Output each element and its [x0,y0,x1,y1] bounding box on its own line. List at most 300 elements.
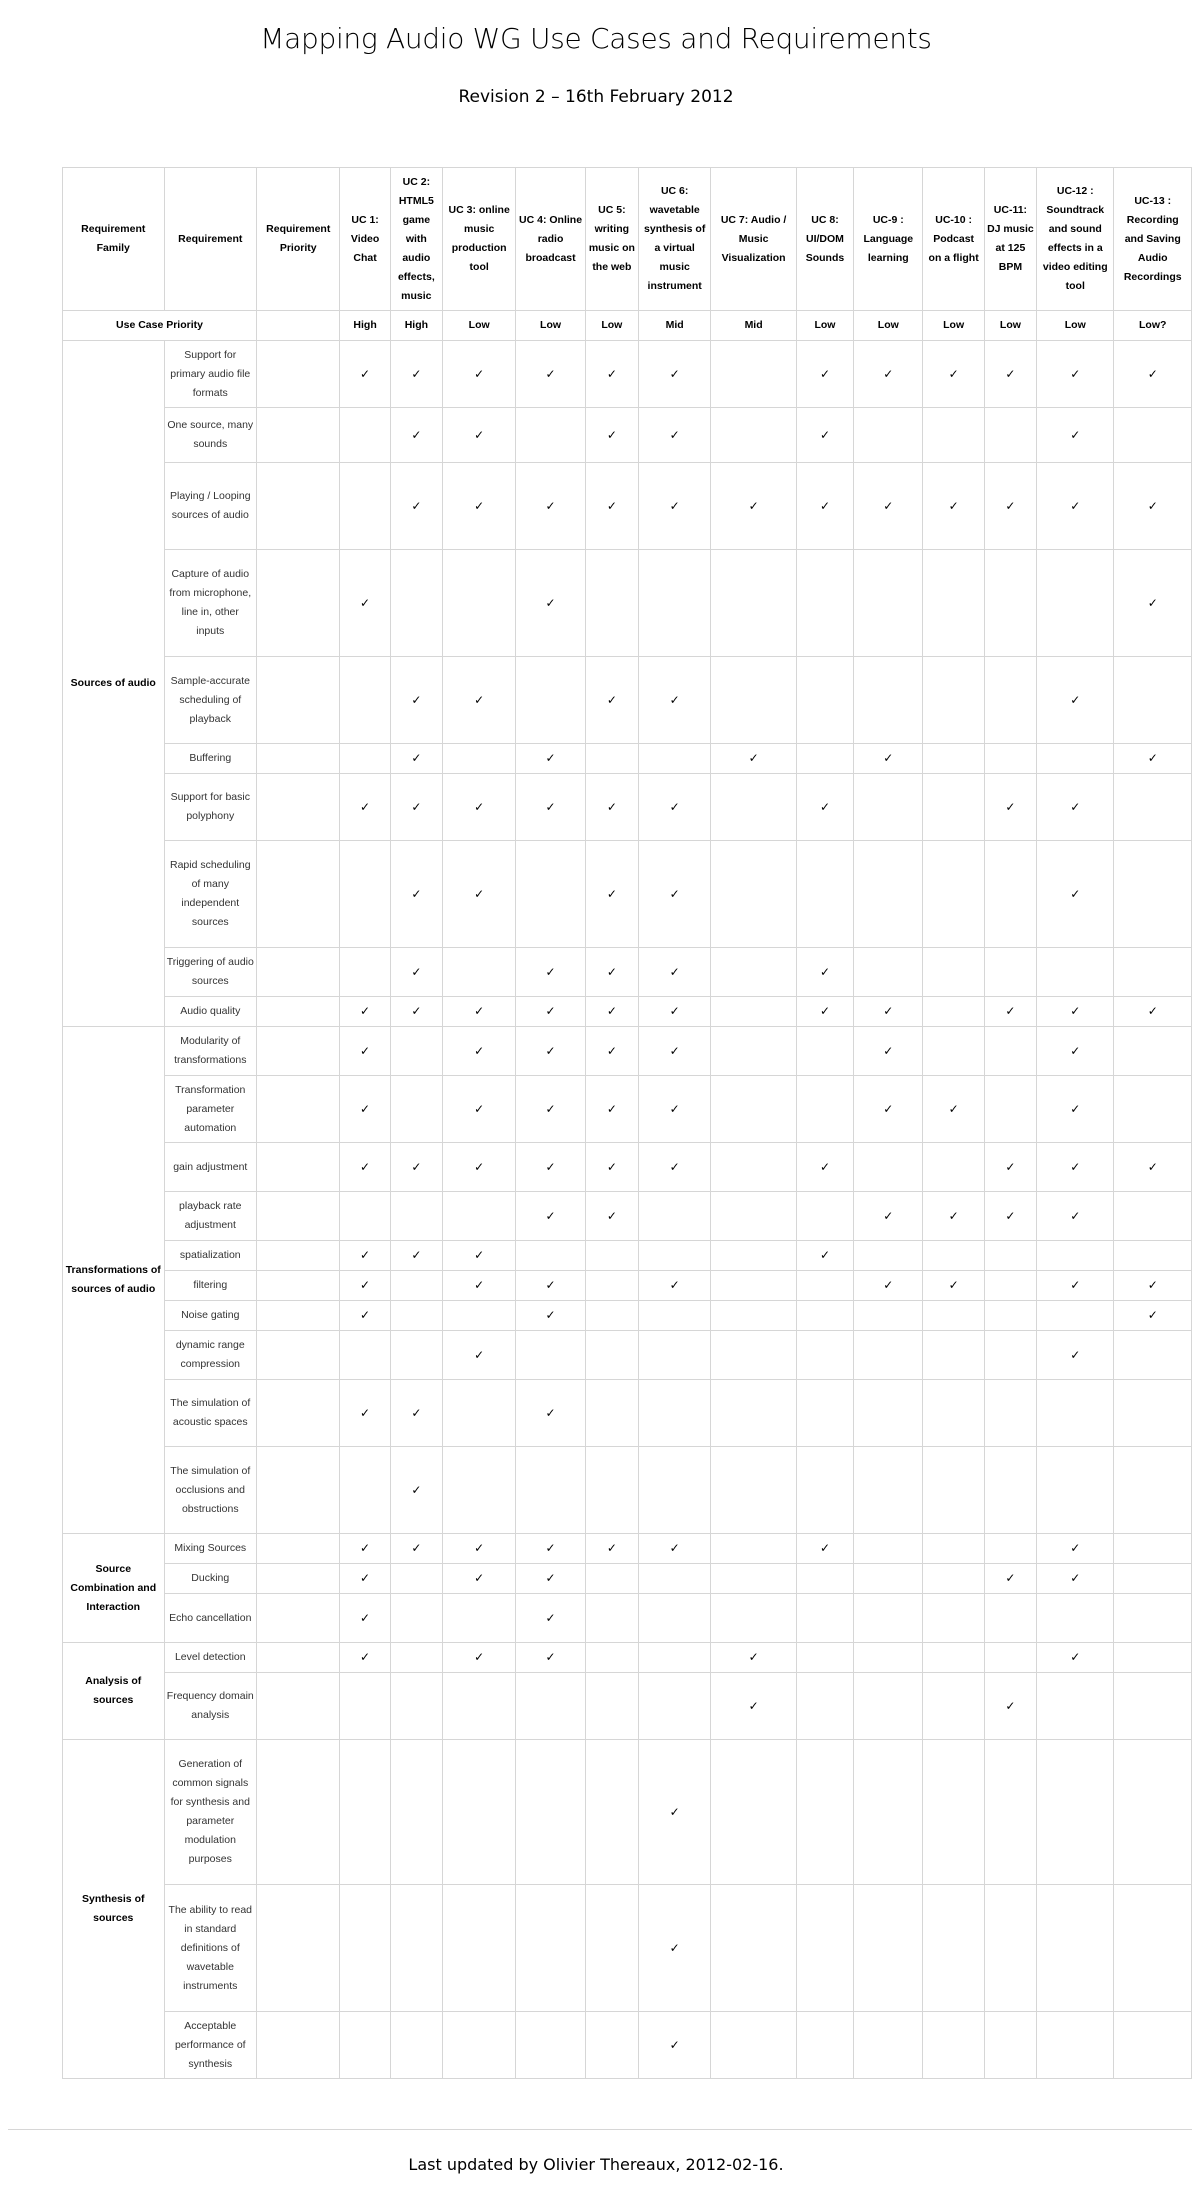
empty-cell [340,1331,390,1380]
requirement-priority-cell [257,341,340,408]
table-row [63,1076,1192,1143]
empty-cell [639,1594,711,1643]
checkmark-icon: ✓ [984,1673,1036,1740]
header-family: Requirement Family [63,168,165,311]
header-priority: Requirement Priority [257,168,340,311]
checkmark-icon: ✓ [516,1564,585,1594]
empty-cell [796,1380,853,1447]
checkmark-icon: ✓ [340,1027,390,1076]
requirement-priority-cell [257,1027,340,1076]
empty-cell [796,1740,853,1885]
empty-cell [257,311,340,341]
empty-cell [923,1027,984,1076]
table-row [63,1271,1192,1301]
checkmark-icon: ✓ [1114,550,1192,657]
empty-cell [639,1301,711,1331]
checkmark-icon: ✓ [854,1076,923,1143]
empty-cell [854,1241,923,1271]
empty-cell [390,1027,442,1076]
empty-cell [854,1143,923,1192]
empty-cell [1114,1673,1192,1740]
empty-cell [516,408,585,463]
requirement-name: Acceptable performance of synthesis [164,2012,256,2079]
checkmark-icon: ✓ [442,1534,515,1564]
empty-cell [585,1241,638,1271]
requirement-priority-cell [257,1534,340,1564]
empty-cell [923,1143,984,1192]
empty-cell [854,1740,923,1885]
empty-cell [390,1301,442,1331]
header-use-case: UC-9 : Language learning [854,168,923,311]
empty-cell [711,1076,796,1143]
use-case-priority: Mid [639,311,711,341]
table-row [63,1564,1192,1594]
checkmark-icon: ✓ [516,774,585,841]
empty-cell [711,1594,796,1643]
checkmark-icon: ✓ [340,1564,390,1594]
empty-cell [796,1331,853,1380]
empty-cell [585,1740,638,1885]
empty-cell [1037,1594,1114,1643]
requirement-name: Playing / Looping sources of audio [164,463,256,550]
checkmark-icon: ✓ [1037,841,1114,948]
checkmark-icon: ✓ [923,463,984,550]
empty-cell [390,1740,442,1885]
empty-cell [711,948,796,997]
checkmark-icon: ✓ [340,1594,390,1643]
checkmark-icon: ✓ [442,408,515,463]
empty-cell [854,1447,923,1534]
requirement-name: Frequency domain analysis [164,1673,256,1740]
empty-cell [984,550,1036,657]
checkmark-icon: ✓ [639,1740,711,1885]
checkmark-icon: ✓ [854,1192,923,1241]
checkmark-icon: ✓ [796,1534,853,1564]
empty-cell [711,1301,796,1331]
empty-cell [390,1076,442,1143]
requirement-priority-cell [257,1594,340,1643]
empty-cell [923,1740,984,1885]
page-title: Mapping Audio WG Use Cases and Requirements [260,22,932,55]
checkmark-icon: ✓ [516,1594,585,1643]
table-row [63,1594,1192,1643]
checkmark-icon: ✓ [854,744,923,774]
empty-cell [585,1380,638,1447]
empty-cell [711,1143,796,1192]
use-case-priority: Low [585,311,638,341]
checkmark-icon: ✓ [711,744,796,774]
checkmark-icon: ✓ [340,1643,390,1673]
empty-cell [711,657,796,744]
empty-cell [639,744,711,774]
checkmark-icon: ✓ [516,1271,585,1301]
empty-cell [984,1331,1036,1380]
requirement-priority-cell [257,997,340,1027]
checkmark-icon: ✓ [442,463,515,550]
requirement-name: The ability to read in standard definitions of wavetable instruments [164,1885,256,2012]
requirement-priority-cell [257,1673,340,1740]
requirement-name: spatialization [164,1241,256,1271]
checkmark-icon: ✓ [516,1380,585,1447]
checkmark-icon: ✓ [1114,997,1192,1027]
empty-cell [854,1380,923,1447]
header-use-case: UC-10 : Podcast on a flight [923,168,984,311]
empty-cell [854,657,923,744]
empty-cell [711,1331,796,1380]
empty-cell [639,550,711,657]
empty-cell [390,1673,442,1740]
table-row [63,997,1192,1027]
empty-cell [516,657,585,744]
empty-cell [984,744,1036,774]
checkmark-icon: ✓ [984,997,1036,1027]
requirement-name: dynamic range compression [164,1331,256,1380]
checkmark-icon: ✓ [639,1271,711,1301]
checkmark-icon: ✓ [1037,1143,1114,1192]
checkmark-icon: ✓ [984,1192,1036,1241]
requirement-priority-cell [257,1192,340,1241]
empty-cell [340,841,390,948]
empty-cell [1114,1241,1192,1271]
checkmark-icon: ✓ [442,1241,515,1271]
checkmark-icon: ✓ [516,1192,585,1241]
empty-cell [854,408,923,463]
checkmark-icon: ✓ [340,1271,390,1301]
use-case-priority: Low? [1114,311,1192,341]
empty-cell [923,1241,984,1271]
empty-cell [854,1594,923,1643]
empty-cell [984,948,1036,997]
empty-cell [516,1673,585,1740]
empty-cell [711,408,796,463]
checkmark-icon: ✓ [516,1076,585,1143]
empty-cell [1037,1885,1114,2012]
empty-cell [796,1885,853,2012]
empty-cell [442,1673,515,1740]
checkmark-icon: ✓ [585,463,638,550]
empty-cell [923,1447,984,1534]
checkmark-icon: ✓ [442,997,515,1027]
checkmark-icon: ✓ [516,1027,585,1076]
empty-cell [1114,1643,1192,1673]
header-use-case: UC 1: Video Chat [340,168,390,311]
use-case-priority: Low [1037,311,1114,341]
requirement-priority-cell [257,948,340,997]
empty-cell [585,744,638,774]
checkmark-icon: ✓ [923,1076,984,1143]
use-case-priority: Low [984,311,1036,341]
empty-cell [711,1534,796,1564]
empty-cell [984,1301,1036,1331]
empty-cell [796,657,853,744]
empty-cell [1114,1192,1192,1241]
empty-cell [1114,1564,1192,1594]
requirement-name: Generation of common signals for synthesis and parameter modulation purposes [164,1740,256,1885]
empty-cell [854,1673,923,1740]
use-case-priority: Low [854,311,923,341]
empty-cell [923,774,984,841]
requirement-family: Analysis of sources [63,1643,165,1740]
checkmark-icon: ✓ [516,1643,585,1673]
checkmark-icon: ✓ [442,1643,515,1673]
empty-cell [711,774,796,841]
requirement-priority-cell [257,550,340,657]
empty-cell [1114,1447,1192,1534]
empty-cell [1114,1331,1192,1380]
checkmark-icon: ✓ [1037,657,1114,744]
requirement-priority-cell [257,1271,340,1301]
checkmark-icon: ✓ [1114,1271,1192,1301]
table-row [63,657,1192,744]
empty-cell [585,1673,638,1740]
checkmark-icon: ✓ [1114,463,1192,550]
empty-cell [711,1740,796,1885]
empty-cell [854,1331,923,1380]
empty-cell [984,841,1036,948]
empty-cell [796,1643,853,1673]
header-use-case: UC 6: wavetable synthesis of a virtual music instrument [639,168,711,311]
empty-cell [854,1885,923,2012]
checkmark-icon: ✓ [639,1027,711,1076]
checkmark-icon: ✓ [1037,1534,1114,1564]
empty-cell [984,1380,1036,1447]
checkmark-icon: ✓ [390,408,442,463]
use-case-priority-row [63,311,1192,341]
checkmark-icon: ✓ [923,1271,984,1301]
header-use-case: UC 4: Online radio broadcast [516,168,585,311]
checkmark-icon: ✓ [1037,774,1114,841]
checkmark-icon: ✓ [516,550,585,657]
checkmark-icon: ✓ [442,774,515,841]
use-case-priority: Mid [711,311,796,341]
empty-cell [796,1027,853,1076]
checkmark-icon: ✓ [390,341,442,408]
empty-cell [984,1076,1036,1143]
empty-cell [390,1331,442,1380]
checkmark-icon: ✓ [585,841,638,948]
empty-cell [390,550,442,657]
checkmark-icon: ✓ [1037,1271,1114,1301]
table-row [63,1301,1192,1331]
empty-cell [923,1534,984,1564]
empty-cell [796,1301,853,1331]
requirement-name: Support for primary audio file formats [164,341,256,408]
table-row [63,1143,1192,1192]
empty-cell [442,744,515,774]
empty-cell [984,1027,1036,1076]
requirement-priority-cell [257,1885,340,2012]
checkmark-icon: ✓ [639,408,711,463]
empty-cell [1114,1076,1192,1143]
table-row [63,1192,1192,1241]
empty-cell [1114,1740,1192,1885]
empty-cell [1037,1380,1114,1447]
checkmark-icon: ✓ [585,1027,638,1076]
checkmark-icon: ✓ [340,1241,390,1271]
empty-cell [516,1740,585,1885]
checkmark-icon: ✓ [1037,1027,1114,1076]
requirement-priority-cell [257,2012,340,2079]
empty-cell [442,1301,515,1331]
checkmark-icon: ✓ [984,463,1036,550]
header-requirement: Requirement [164,168,256,311]
requirement-name: Echo cancellation [164,1594,256,1643]
table-row [63,1643,1192,1673]
empty-cell [711,1380,796,1447]
checkmark-icon: ✓ [1037,1564,1114,1594]
checkmark-icon: ✓ [442,1331,515,1380]
checkmark-icon: ✓ [796,463,853,550]
empty-cell [711,1271,796,1301]
empty-cell [923,744,984,774]
empty-cell [442,1380,515,1447]
checkmark-icon: ✓ [390,1241,442,1271]
empty-cell [585,1885,638,2012]
empty-cell [585,1564,638,1594]
checkmark-icon: ✓ [639,341,711,408]
header-use-case: UC 7: Audio / Music Visualization [711,168,796,311]
table-row [63,744,1192,774]
empty-cell [796,1271,853,1301]
checkmark-icon: ✓ [390,1380,442,1447]
empty-cell [711,1192,796,1241]
header-use-case: UC-13 : Recording and Saving Audio Recordings [1114,168,1192,311]
checkmark-icon: ✓ [1114,744,1192,774]
checkmark-icon: ✓ [340,1076,390,1143]
requirement-name: playback rate adjustment [164,1192,256,1241]
requirement-priority-cell [257,774,340,841]
empty-cell [1114,657,1192,744]
empty-cell [639,1192,711,1241]
header-use-case: UC-11: DJ music at 125 BPM [984,168,1036,311]
requirement-priority-cell [257,1241,340,1271]
empty-cell [585,1643,638,1673]
checkmark-icon: ✓ [516,997,585,1027]
table-row [63,463,1192,550]
checkmark-icon: ✓ [711,1673,796,1740]
checkmark-icon: ✓ [340,997,390,1027]
empty-cell [1114,1027,1192,1076]
table-row [63,408,1192,463]
requirement-priority-cell [257,1643,340,1673]
requirement-name: Capture of audio from microphone, line in, other inputs [164,550,256,657]
checkmark-icon: ✓ [442,1564,515,1594]
requirement-family: Source Combination and Interaction [63,1534,165,1643]
empty-cell [796,1447,853,1534]
empty-cell [796,744,853,774]
checkmark-icon: ✓ [390,841,442,948]
checkmark-icon: ✓ [1037,1331,1114,1380]
checkmark-icon: ✓ [585,657,638,744]
checkmark-icon: ✓ [854,1271,923,1301]
requirement-priority-cell [257,657,340,744]
requirement-priority-cell [257,408,340,463]
checkmark-icon: ✓ [390,744,442,774]
empty-cell [585,1447,638,1534]
checkmark-icon: ✓ [639,1885,711,2012]
header-use-case: UC-12 : Soundtrack and sound effects in a video editing tool [1037,168,1114,311]
requirement-name: Noise gating [164,1301,256,1331]
empty-cell [1037,744,1114,774]
table-row [63,1331,1192,1380]
requirement-name: filtering [164,1271,256,1301]
checkmark-icon: ✓ [516,1301,585,1331]
checkmark-icon: ✓ [854,341,923,408]
checkmark-icon: ✓ [639,948,711,997]
checkmark-icon: ✓ [390,463,442,550]
checkmark-icon: ✓ [585,408,638,463]
table-row [63,550,1192,657]
empty-cell [1114,774,1192,841]
checkmark-icon: ✓ [796,1143,853,1192]
table-row [63,1241,1192,1271]
empty-cell [711,550,796,657]
empty-cell [442,1740,515,1885]
checkmark-icon: ✓ [923,1192,984,1241]
footer-divider [8,2129,1192,2130]
empty-cell [442,550,515,657]
empty-cell [639,1564,711,1594]
checkmark-icon: ✓ [1037,408,1114,463]
checkmark-icon: ✓ [1037,341,1114,408]
checkmark-icon: ✓ [984,341,1036,408]
empty-cell [923,1301,984,1331]
empty-cell [923,841,984,948]
empty-cell [1037,1740,1114,1885]
checkmark-icon: ✓ [340,774,390,841]
requirement-priority-cell [257,1380,340,1447]
checkmark-icon: ✓ [639,841,711,948]
empty-cell [442,1447,515,1534]
empty-cell [984,1241,1036,1271]
empty-cell [711,1241,796,1271]
empty-cell [796,550,853,657]
requirement-family: Sources of audio [63,341,165,1027]
empty-cell [854,948,923,997]
empty-cell [639,1241,711,1271]
empty-cell [340,1740,390,1885]
checkmark-icon: ✓ [516,744,585,774]
checkmark-icon: ✓ [639,2012,711,2079]
requirement-name: Sample-accurate scheduling of playback [164,657,256,744]
requirement-name: Support for basic polyphony [164,774,256,841]
empty-cell [1114,1594,1192,1643]
requirement-name: Buffering [164,744,256,774]
use-case-priority: Low [923,311,984,341]
empty-cell [1114,2012,1192,2079]
checkmark-icon: ✓ [390,997,442,1027]
empty-cell [585,1594,638,1643]
empty-cell [923,1331,984,1380]
checkmark-icon: ✓ [1037,1076,1114,1143]
checkmark-icon: ✓ [390,1447,442,1534]
requirement-priority-cell [257,1143,340,1192]
empty-cell [854,1564,923,1594]
empty-cell [854,841,923,948]
table-row [63,341,1192,408]
checkmark-icon: ✓ [585,774,638,841]
requirement-name: One source, many sounds [164,408,256,463]
empty-cell [923,2012,984,2079]
empty-cell [516,1447,585,1534]
empty-cell [390,2012,442,2079]
checkmark-icon: ✓ [585,1534,638,1564]
checkmark-icon: ✓ [340,550,390,657]
empty-cell [390,1885,442,2012]
empty-cell [796,2012,853,2079]
empty-cell [984,1534,1036,1564]
empty-cell [340,2012,390,2079]
